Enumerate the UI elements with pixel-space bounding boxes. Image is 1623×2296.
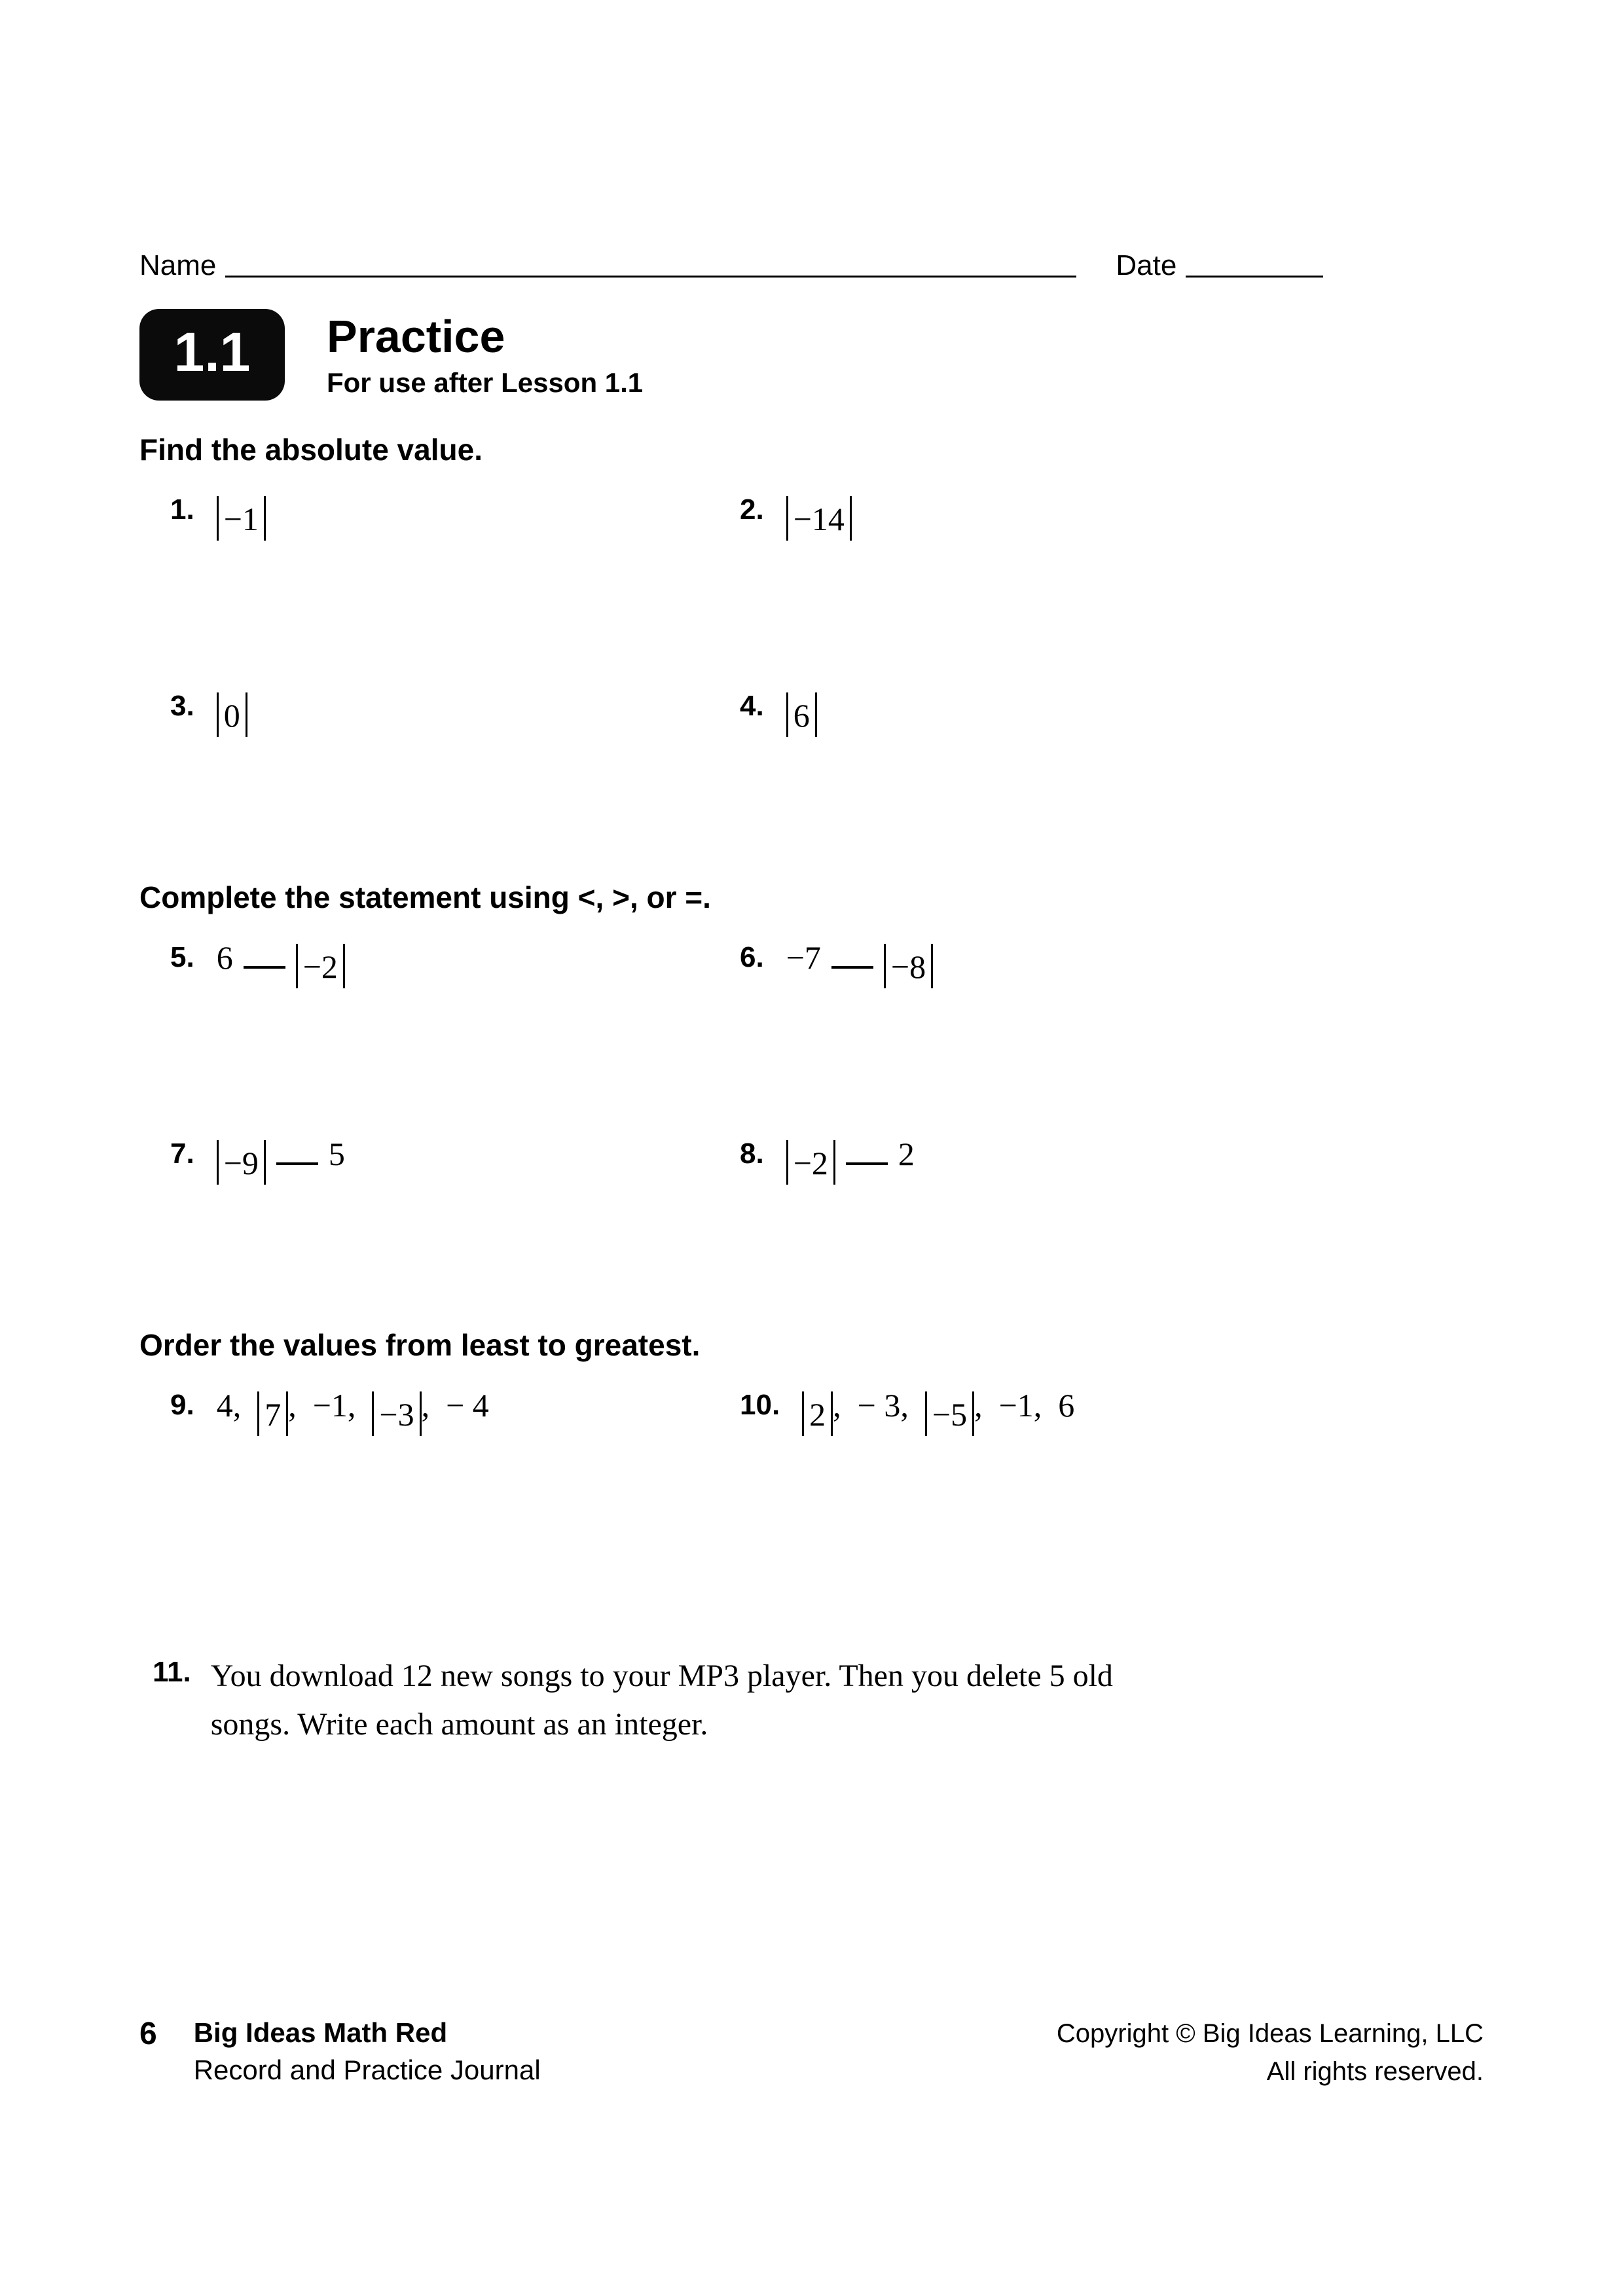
problem-expression [786, 683, 817, 737]
problem-expression [786, 487, 852, 541]
problem-section [139, 1327, 1484, 1579]
lesson-header [139, 309, 643, 401]
absolute-value-expression: −2 [296, 944, 345, 988]
book-title: Big Ideas Math Red [193, 2017, 448, 2048]
book-info [194, 2015, 541, 2089]
section-instruction: Order the values from least to greatest. [139, 1328, 701, 1362]
problem-number: 4. [740, 690, 764, 722]
absolute-value-expression: −9 [217, 1140, 266, 1185]
word-problem-text: You download 12 new songs to your MP3 player. Then you delete 5 old songs. Write each amount as an integer. [210, 1659, 1113, 1742]
absolute-value-expression: −14 [786, 496, 852, 541]
problem-number: 11. [153, 1656, 191, 1688]
problem-grid [139, 487, 1484, 880]
page-subtitle: For use after Lesson 1.1 [327, 367, 644, 398]
expression-text: 2 [898, 1136, 915, 1172]
absolute-value-expression: 2 [802, 1391, 833, 1436]
absolute-value-expression: −1 [217, 496, 266, 541]
problem-expression [217, 487, 266, 541]
section-instruction: Find the absolute value. [139, 433, 483, 467]
rights-text: All rights reserved. [1266, 2057, 1484, 2086]
name-label: Name [139, 249, 217, 281]
problem-number: 7. [170, 1138, 194, 1170]
problem-number: 5. [170, 941, 194, 973]
word-problem [139, 1652, 1484, 1749]
answer-blank[interactable] [276, 1162, 318, 1165]
absolute-value-expression: −3 [372, 1391, 421, 1436]
expression-text: , − 3, [833, 1387, 925, 1424]
problem-section [139, 432, 1484, 880]
problem [709, 487, 1484, 683]
absolute-value-expression: 0 [217, 692, 247, 737]
problem-expression [786, 935, 933, 988]
name-date-row [139, 250, 1345, 281]
problem [139, 935, 709, 1131]
problem [139, 1382, 709, 1579]
problem-number: 8. [740, 1138, 764, 1170]
problem-expression [786, 1131, 915, 1185]
problem-number: 6. [740, 941, 764, 973]
problem-expression [217, 935, 345, 988]
problem [139, 487, 709, 683]
problem-grid [139, 935, 1484, 1327]
page-title: Practice [327, 310, 505, 362]
problem-expression [217, 1131, 345, 1185]
problem-expression [217, 683, 247, 737]
answer-blank[interactable] [846, 1162, 888, 1165]
name-fill-line[interactable] [225, 276, 1076, 278]
absolute-value-expression: −8 [884, 944, 933, 988]
problem-expression [217, 1382, 489, 1436]
problem-number: 10. [740, 1389, 780, 1421]
lesson-number-badge: 1.1 [139, 309, 285, 401]
answer-blank[interactable] [244, 966, 285, 969]
problem-number: 9. [170, 1389, 194, 1421]
footer-left [139, 2015, 541, 2089]
answer-blank[interactable] [831, 966, 873, 969]
date-label: Date [1116, 249, 1177, 281]
page-number: 6 [139, 2017, 157, 2051]
expression-text: 5 [328, 1136, 345, 1172]
absolute-value-expression: 6 [786, 692, 817, 737]
page-footer [139, 2015, 1484, 2090]
problem-expression [802, 1382, 1074, 1436]
problem [709, 935, 1484, 1131]
section-instruction: Complete the statement using <, >, or =. [139, 880, 711, 914]
expression-text: , −1, [288, 1387, 373, 1424]
problem-number: 2. [740, 493, 764, 526]
expression-text: 6 [216, 939, 233, 976]
date-fill-line[interactable] [1186, 276, 1323, 278]
expression-text: −7 [786, 939, 821, 976]
book-subtitle: Record and Practice Journal [193, 2054, 541, 2085]
problem-number: 3. [170, 690, 194, 722]
footer-right [1057, 2015, 1484, 2090]
sections [139, 432, 1484, 1749]
absolute-value-expression: −5 [925, 1391, 974, 1436]
problem [709, 683, 1484, 880]
problem [709, 1131, 1484, 1327]
copyright-text: Copyright © Big Ideas Learning, LLC [1056, 2019, 1484, 2048]
absolute-value-expression: 7 [257, 1391, 288, 1436]
problem-number: 1. [170, 493, 194, 526]
expression-text: 4, [216, 1387, 258, 1424]
problem-section [139, 880, 1484, 1327]
problem-grid [139, 1382, 1484, 1579]
expression-text: , −1, 6 [974, 1387, 1075, 1424]
lesson-title-block [327, 312, 643, 399]
problem [139, 1131, 709, 1327]
problem [139, 683, 709, 880]
expression-text: , − 4 [421, 1387, 489, 1424]
absolute-value-expression: −2 [786, 1140, 835, 1185]
problem [709, 1382, 1484, 1579]
